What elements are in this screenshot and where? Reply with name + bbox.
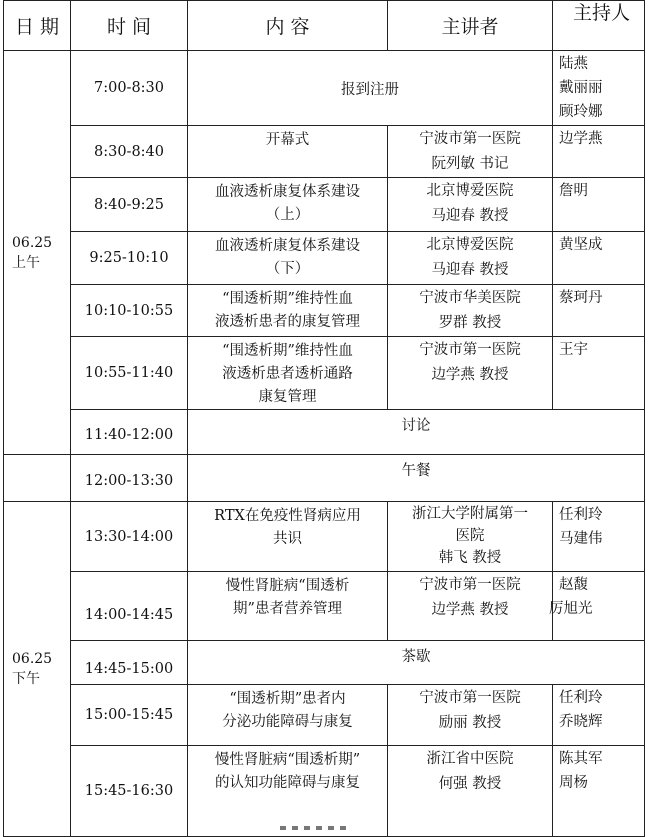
content-line: 康复管理 [258, 389, 317, 405]
host-name: 王宇 [559, 342, 588, 358]
session-time: 14:45-15:00 [71, 641, 188, 685]
session-time: 15:45-16:30 [71, 746, 188, 837]
table-row [4, 232, 645, 285]
session-time: 7:00-8:30 [71, 51, 188, 126]
lunch-day-cell [4, 455, 71, 502]
morning-date: 06.25 [12, 234, 53, 251]
host-name: 詹明 [559, 183, 588, 199]
session-host [549, 572, 645, 641]
session-time: 8:30-8:40 [71, 126, 188, 178]
table-row [4, 410, 645, 455]
afternoon-day-cell [4, 502, 71, 837]
session-content: 报到注册 [188, 51, 553, 126]
content-line: 的认知功能障碍与康复 [215, 775, 360, 791]
session-host [553, 685, 645, 746]
content-line: RTX在免疫性肾病应用 [214, 508, 361, 524]
content-line: 血液透析康复体系建设 [215, 184, 360, 200]
speaker-org: 医院 [455, 528, 485, 544]
speaker-name: 何强 教授 [438, 776, 502, 792]
content-line: 血液透析康复体系建设 [215, 238, 360, 254]
session-host [553, 337, 645, 410]
session-host [553, 232, 645, 285]
table-row [4, 285, 645, 337]
speaker-name: 马迎春 教授 [431, 208, 509, 224]
tea-break-cell: 茶歇 [188, 641, 645, 685]
session-time: 14:00-14:45 [71, 572, 188, 641]
speaker-org: 浙江大学附属第一 [412, 506, 528, 522]
session-content [188, 746, 388, 837]
host-name: 任利玲 [559, 507, 603, 523]
header-row [4, 1, 645, 51]
content-line: “围透析期”患者内 [229, 691, 346, 707]
session-host [553, 285, 645, 337]
header-speaker: 主讲者 [388, 1, 553, 51]
host-name: 陈其军 [559, 751, 603, 767]
speaker-name: 罗群 教授 [438, 315, 502, 331]
session-time: 12:00-13:30 [71, 455, 188, 502]
session-content [188, 232, 388, 285]
speaker-name: 励丽 教授 [438, 715, 502, 731]
table-row [4, 455, 645, 502]
host-name: 任利玲 [559, 690, 603, 706]
session-speaker [388, 285, 553, 337]
table-row [4, 746, 645, 837]
session-time: 11:40-12:00 [71, 410, 188, 455]
speaker-org: 宁波市华美医院 [419, 290, 521, 306]
session-time: 8:40-9:25 [71, 178, 188, 232]
speaker-name: 阮列敏 书记 [431, 156, 509, 172]
session-content [188, 502, 388, 572]
host-name: 顾玲娜 [559, 104, 603, 120]
speaker-name: 边学燕 教授 [431, 602, 509, 618]
header-time: 时 间 [71, 1, 188, 51]
session-speaker [388, 746, 553, 837]
session-host [553, 502, 645, 572]
session-host [553, 126, 645, 178]
session-host [553, 178, 645, 232]
table-row [4, 337, 645, 410]
table-row [4, 685, 645, 746]
content-line: 慢性肾脏病“围透析期” [214, 752, 361, 768]
host-name: 乔晓辉 [559, 714, 603, 730]
host-name: 马建伟 [559, 531, 603, 547]
table-row [4, 51, 645, 126]
speaker-name: 边学燕 教授 [431, 367, 509, 383]
content-line: 液透析患者的康复管理 [215, 314, 360, 330]
speaker-org: 宁波市第一医院 [419, 342, 521, 358]
session-time: 10:55-11:40 [71, 337, 188, 410]
discussion-cell: 讨论 [188, 410, 645, 455]
session-time: 10:10-10:55 [71, 285, 188, 337]
session-speaker [388, 178, 553, 232]
session-content [188, 572, 388, 641]
speaker-org: 北京博爱医院 [426, 183, 514, 199]
content-line: （下） [265, 261, 310, 277]
host-name: 厉旭光 [549, 601, 593, 617]
session-time: 13:30-14:00 [71, 502, 188, 572]
bottom-dotted-mark [280, 826, 350, 830]
morning-day-cell [4, 51, 71, 455]
table-row [4, 126, 645, 178]
session-time: 9:25-10:10 [71, 232, 188, 285]
lunch-cell: 午餐 [188, 455, 645, 502]
schedule-table [3, 0, 645, 837]
speaker-name: 马迎春 教授 [431, 262, 509, 278]
host-name: 蔡珂丹 [559, 290, 603, 306]
session-speaker [388, 337, 553, 410]
content-line: “围透析期”维持性血 [222, 291, 353, 307]
table-row [4, 178, 645, 232]
session-speaker [388, 232, 553, 285]
session-speaker [388, 502, 553, 572]
header-date: 日 期 [4, 1, 71, 51]
session-speaker [388, 126, 553, 178]
session-content [188, 685, 388, 746]
speaker-org: 宁波市第一医院 [419, 690, 521, 706]
speaker-name: 韩飞 教授 [438, 550, 502, 566]
table-row [4, 572, 645, 641]
session-host [553, 51, 645, 126]
content-line: 分泌功能障碍与康复 [222, 714, 353, 730]
table-row [4, 502, 645, 572]
session-content [188, 285, 388, 337]
session-host [553, 746, 645, 837]
session-time: 15:00-15:45 [71, 685, 188, 746]
afternoon-date: 06.25 [12, 651, 53, 667]
content-line: 液透析患者透析通路 [222, 366, 353, 382]
session-content [188, 126, 388, 178]
content-line: 共识 [273, 531, 302, 547]
host-name: 周杨 [559, 775, 588, 791]
content-line: 期”患者营养管理 [233, 601, 342, 617]
speaker-org: 北京博爱医院 [426, 237, 514, 253]
host-name: 陆燕 [559, 56, 588, 72]
host-name: 边学燕 [559, 131, 603, 147]
header-content: 内 容 [188, 1, 388, 51]
content-line: 开幕式 [265, 132, 310, 148]
header-host: 主持人 [553, 1, 645, 51]
host-name: 黄坚成 [559, 237, 603, 253]
session-speaker [388, 572, 553, 641]
host-name: 戴丽丽 [559, 80, 603, 96]
content-line: “围透析期”维持性血 [222, 343, 353, 359]
host-name: 赵馥 [559, 577, 588, 593]
speaker-org: 宁波市第一医院 [419, 131, 521, 147]
morning-period: 上午 [12, 254, 40, 271]
afternoon-period: 下午 [12, 671, 40, 687]
table-row [4, 641, 645, 685]
session-content [188, 337, 388, 410]
session-speaker [388, 685, 553, 746]
speaker-org: 浙江省中医院 [426, 751, 514, 767]
content-line: 慢性肾脏病“围透析 [225, 578, 350, 594]
session-content [188, 178, 388, 232]
speaker-org: 宁波市第一医院 [419, 577, 521, 593]
content-line: （上） [265, 207, 310, 223]
